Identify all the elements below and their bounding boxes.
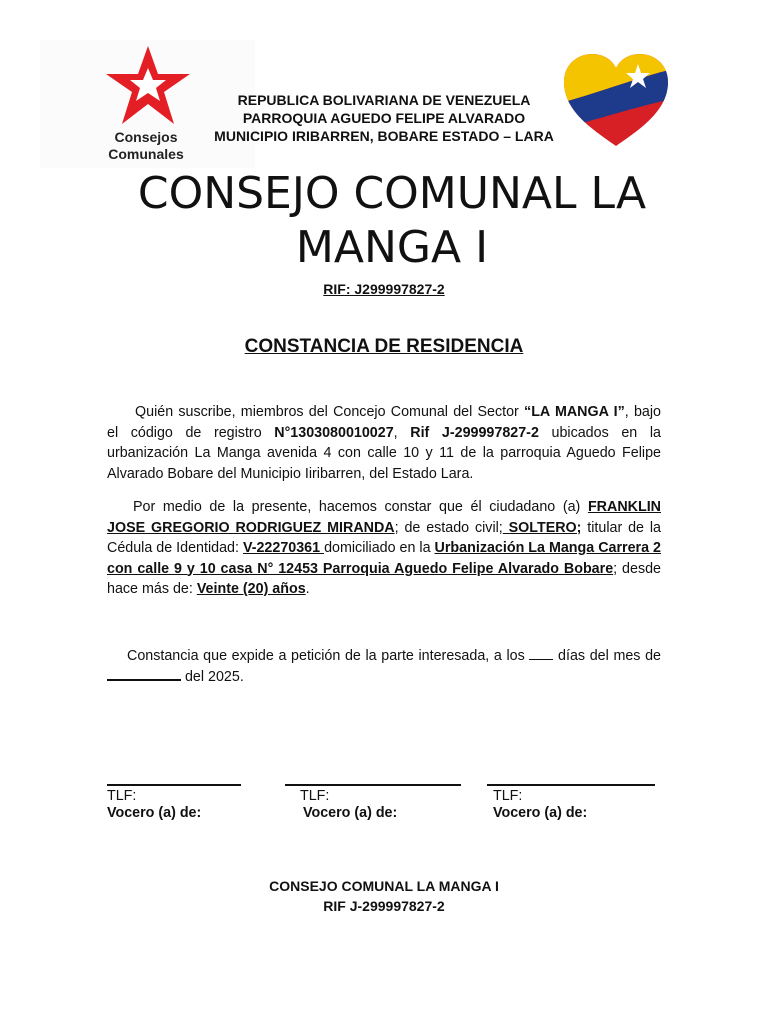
logo-text-line1: Consejos [114, 129, 178, 145]
paragraph-issuance: Constancia que expide a petición de la parte interesada, a los días del mes de del 2025. [107, 646, 661, 687]
signature-block-3 [493, 788, 587, 822]
signature-block-1 [107, 788, 201, 822]
signature-block-2 [300, 788, 397, 822]
registration-code: N°1303080010027 [274, 424, 394, 441]
month-blank [107, 667, 181, 681]
title-line1: CONSEJO COMUNAL LA [137, 168, 647, 219]
header-line2: PARROQUIA AGUEDO FELIPE ALVARADO [242, 110, 526, 126]
civil-status: SOLTERO; [502, 519, 582, 536]
rif-inline: Rif J-299997827-2 [410, 424, 539, 441]
header-line1: REPUBLICA BOLIVARIANA DE VENEZUELA [237, 92, 531, 108]
tlf-label: TLF: [107, 788, 137, 804]
rif-label: RIF: J299997827-2 [323, 281, 445, 297]
paragraph-intro: Quién suscribe, miembros del Concejo Comunal del Sector “LA MANGA I”, bajo el código de registro N°1303080010027, Rif J-299997827-2 ubicados en la urbanización La Manga avenida 4 con calle 10 y 11 de la parroquia Aguedo Felipe Alvarado Bobare del Municipio Iiribarren, del Estado Lara. [107, 404, 661, 482]
signature-line-1 [107, 784, 241, 786]
document-title: CONSTANCIA DE RESIDENCIA [244, 336, 524, 357]
sector-name: “LA MANGA I” [524, 404, 625, 420]
vocero-label: Vocero (a) de: [493, 805, 588, 821]
red-star-icon [104, 44, 192, 128]
header-line3: MUNICIPIO IRIBARREN, BOBARE ESTADO – LARA [214, 128, 554, 144]
vocero-label: Vocero (a) de: [107, 805, 202, 821]
footer-rif: RIF J-299997827-2 [323, 898, 445, 914]
tlf-label: TLF: [300, 788, 330, 804]
id-number: V-22270361 [242, 540, 325, 556]
residence-time: Veinte (20) años [196, 581, 306, 597]
signature-line-2 [285, 784, 461, 786]
citizen-name: FRANKLIN JOSE GREGORIO RODRIGUEZ MIRANDA [107, 499, 661, 536]
footer-council-name: CONSEJO COMUNAL LA MANGA I [269, 878, 499, 894]
logo-text-line2: Comunales [108, 146, 184, 162]
address: Urbanización La Manga Carrera 2 con calle 9 y 10 casa N° 12453 Parroquia Aguedo Felipe Alvarado Bobare [107, 540, 662, 577]
tlf-label: TLF: [493, 788, 523, 804]
day-blank [529, 647, 553, 660]
paragraph-certification: Por medio de la presente, hacemos constar que él ciudadano (a) FRANKLIN JOSE GREGORIO RODRIGUEZ MIRANDA; de estado civil; SOLTERO; titular de la Cédula de Identidad: V-22270361 domiciliado en la Urbanización La Manga Carrera 2 con calle 9 y 10 casa N° 12453 Parroquia Aguedo Felipe Alvarado Bobare; desde hace más de: Veinte (20) años. [107, 499, 662, 597]
title-line2: MANGA I [295, 222, 489, 273]
signature-line-3 [487, 784, 655, 786]
vocero-label: Vocero (a) de: [303, 805, 398, 821]
